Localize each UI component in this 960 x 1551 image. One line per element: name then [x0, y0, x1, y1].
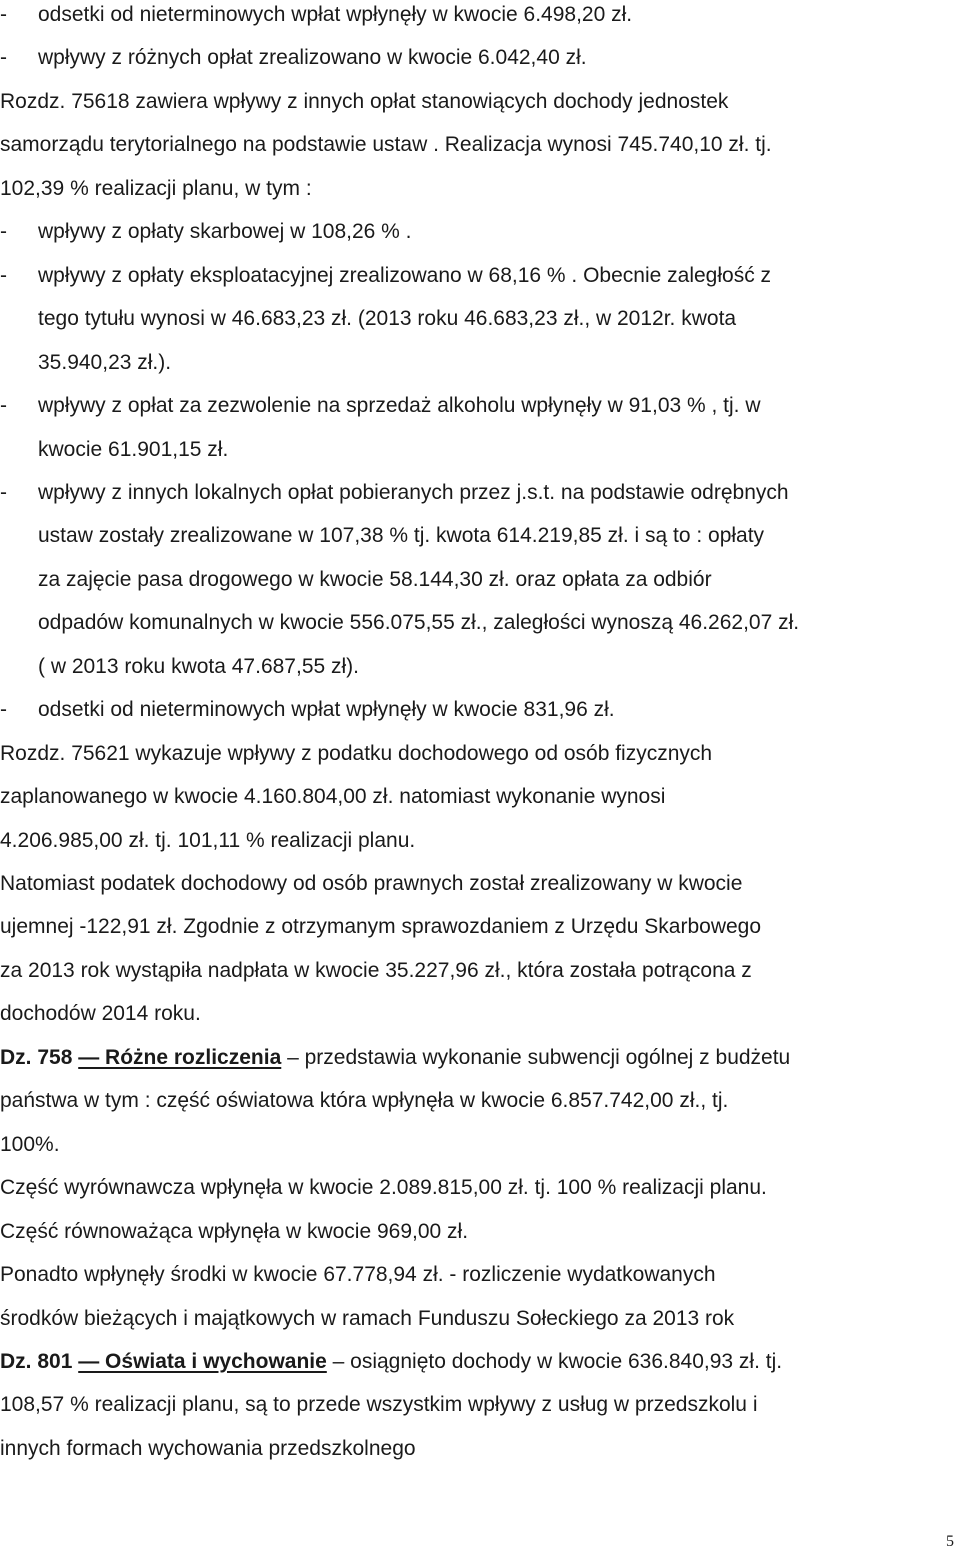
text-line: wpływy z różnych opłat zrealizowano w kwocie 6.042,40 zł.	[38, 46, 587, 70]
text-line: państwa w tym : część oświatowa która wpłynęła w kwocie 6.857.742,00 zł., tj.	[0, 1089, 729, 1113]
section-heading: — Różne rozliczenia	[78, 1045, 282, 1069]
text-line: 108,57 % realizacji planu, są to przede wszystkim wpływy z usług w przedszkolu i	[0, 1393, 758, 1417]
list-dash: -	[0, 394, 7, 418]
text-line: ( w 2013 roku kwota 47.687,55 zł).	[38, 654, 360, 678]
text-line: odsetki od nieterminowych wpłat wpłynęły w kwocie 831,96 zł.	[38, 698, 615, 722]
text-line: odpadów komunalnych w kwocie 556.075,55 zł., zaległości wynoszą 46.262,07 zł.	[38, 611, 800, 635]
section-heading: Dz. 758	[0, 1045, 79, 1069]
text-line: odsetki od nieterminowych wpłat wpłynęły w kwocie 6.498,20 zł.	[38, 3, 633, 26]
list-dash: -	[0, 263, 7, 287]
text-line: Ponadto wpłynęły środki w kwocie 67.778,94 zł. - rozliczenie wydatkowanych	[0, 1263, 716, 1287]
text-line: samorządu terytorialnego na podstawie ustaw . Realizacja wynosi 745.740,10 zł. tj.	[0, 133, 772, 157]
page-number: 5	[946, 1533, 954, 1550]
text-line: Natomiast podatek dochodowy od osób prawnych został zrealizowany w kwocie	[0, 872, 743, 895]
list-dash: -	[0, 3, 7, 26]
text-line: Część wyrównawcza wpłynęła w kwocie 2.089.815,00 zł. tj. 100 % realizacji planu.	[0, 1176, 767, 1200]
text-line: kwocie 61.901,15 zł.	[38, 437, 229, 461]
text-line: 4.206.985,00 zł. tj. 101,11 % realizacji planu.	[0, 828, 416, 852]
section-heading: — Oświata i wychowanie	[78, 1349, 327, 1373]
text-line: za zajęcie pasa drogowego w kwocie 58.144,30 zł. oraz opłata za odbiór	[38, 567, 712, 591]
text-line	[0, 1349, 782, 1375]
text-line: ustaw zostały zrealizowane w 107,38 % tj. kwota 614.219,85 zł. i są to : opłaty	[38, 524, 765, 548]
text-line: innych formach wychowania przedszkolnego	[0, 1436, 416, 1460]
text-line: ujemnej -122,91 zł. Zgodnie z otrzymanym sprawozdaniem z Urzędu Skarbowego	[0, 915, 762, 939]
text-line: dochodów 2014 roku.	[0, 1002, 201, 1026]
text-line: 102,39 % realizacji planu, w tym :	[0, 176, 312, 200]
list-dash: -	[0, 480, 7, 504]
list-dash: -	[0, 698, 7, 722]
text-line: Część równoważąca wpłynęła w kwocie 969,00 zł.	[0, 1219, 469, 1243]
text-line: wpływy z opłaty eksploatacyjnej zrealizowano w 68,16 % . Obecnie zaległość z	[38, 263, 772, 287]
text-line: tego tytułu wynosi w 46.683,23 zł. (2013 roku 46.683,23 zł., w 2012r. kwota	[38, 307, 737, 331]
list-dash: -	[0, 220, 7, 244]
text-line: Rozdz. 75621 wykazuje wpływy z podatku dochodowego od osób fizycznych	[0, 741, 713, 765]
text-line: 35.940,23 zł.).	[38, 350, 172, 374]
text-line: wpływy z innych lokalnych opłat pobieranych przez j.s.t. na podstawie odrębnych	[38, 480, 789, 504]
text-line: zaplanowanego w kwocie 4.160.804,00 zł. natomiast wykonanie wynosi	[0, 785, 666, 809]
list-dash: -	[0, 46, 7, 70]
section-heading: Dz. 801	[0, 1349, 79, 1373]
text-line: środków bieżących i majątkowych w ramach Funduszu Sołeckiego za 2013 rok	[0, 1306, 735, 1330]
text-segment: – przedstawia wykonanie subwencji ogólnej z budżetu	[281, 1045, 791, 1069]
text-line: wpływy z opłaty skarbowej w 108,26 % .	[38, 220, 412, 244]
text-segment: – osiągnięto dochody w kwocie 636.840,93 zł. tj.	[326, 1349, 783, 1373]
text-line: za 2013 rok wystąpiła nadpłata w kwocie 35.227,96 zł., która została potrącona z	[0, 958, 752, 982]
text-line: 100%.	[0, 1132, 60, 1156]
text-line: Rozdz. 75618 zawiera wpływy z innych opłat stanowiących dochody jednostek	[0, 89, 729, 113]
text-line	[0, 1045, 790, 1071]
text-line: wpływy z opłat za zezwolenie na sprzedaż alkoholu wpłynęły w 91,03 % , tj. w	[38, 394, 761, 418]
